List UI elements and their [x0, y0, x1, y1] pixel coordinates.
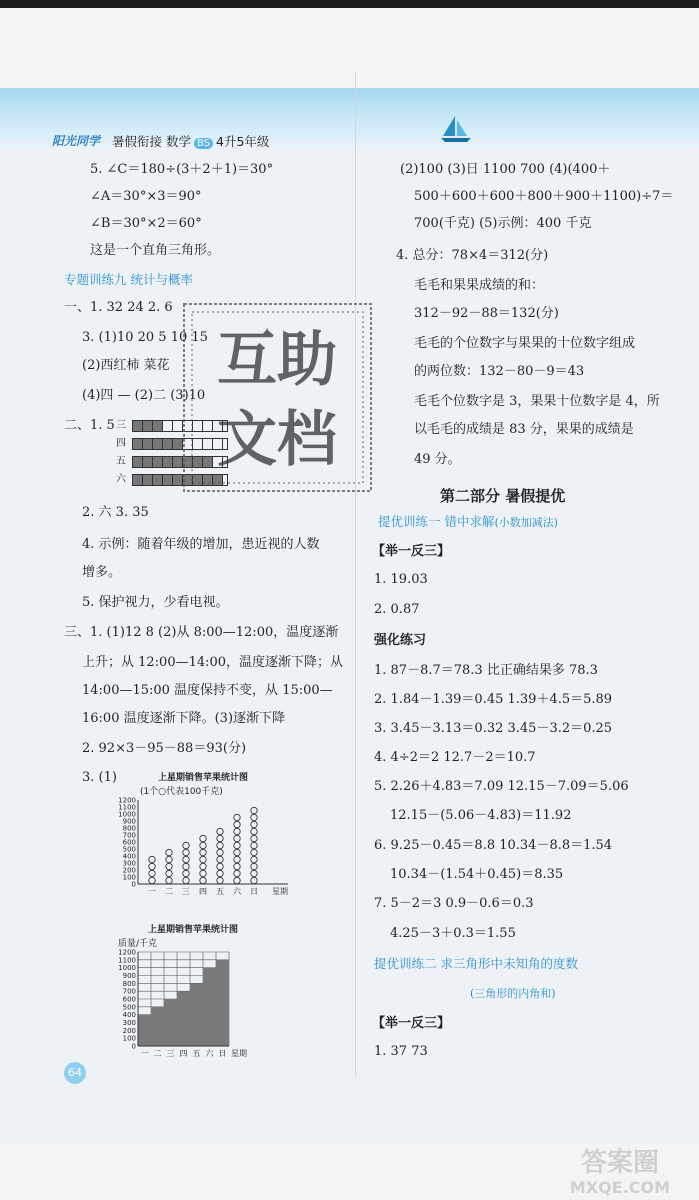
answer-line: 1. 37 73	[374, 1044, 428, 1059]
answer-line: 毛毛和果果成绩的和：	[414, 278, 545, 293]
answer-line: 5. 2.26＋4.83＝7.09 12.15－7.09＝5.06	[374, 779, 629, 794]
answer-line: 49 分。	[414, 452, 461, 467]
answer-line: 增多。	[82, 565, 122, 580]
answer-line: 这是一个直角三角形。	[90, 243, 221, 258]
chart2-title: 上星期销售苹果统计图	[148, 925, 239, 935]
answer-line: 12.15－(5.06－4.83)＝11.92	[390, 808, 572, 823]
chart1-title: 上星期销售苹果统计图	[158, 773, 249, 783]
top-bar	[0, 0, 699, 8]
bar	[164, 999, 177, 1046]
pictograph-circle	[183, 863, 189, 869]
pictograph-circle	[234, 870, 240, 876]
answer-line: 4. 总分：78×4＝312(分)	[396, 248, 549, 263]
pictograph-circle	[234, 835, 240, 841]
answer-line: (2)100 (3)日 1100 700 (4)(400＋	[400, 162, 611, 177]
chart2-ylabel: 质量/千克	[118, 939, 158, 949]
pictograph-circle	[251, 828, 257, 834]
x-axis-label: 星期	[231, 1049, 247, 1058]
bar	[190, 983, 203, 1046]
pictograph-circle	[217, 863, 223, 869]
pictograph-circle	[166, 870, 172, 876]
bar	[203, 968, 216, 1046]
y-tick-label: 600	[122, 995, 136, 1004]
pictograph-circle	[183, 842, 189, 848]
pictograph-circle	[183, 849, 189, 855]
y-tick-label: 400	[122, 1011, 136, 1020]
pictograph-circle	[149, 856, 155, 862]
pictograph-circle	[200, 863, 206, 869]
answer-line: 6. 9.25－0.45＝8.8 10.34－8.8＝1.54	[374, 838, 613, 853]
y-tick-label: 700	[122, 831, 136, 840]
pictograph-circle	[251, 835, 257, 841]
bar	[177, 991, 190, 1046]
answer-line: 16:00 温度逐渐下降。(3)逐渐下降	[82, 711, 286, 726]
column-divider	[355, 72, 356, 1077]
y-tick-label: 300	[122, 859, 136, 868]
x-tick-label: 五	[216, 887, 224, 896]
subheading: 【举一反三】	[372, 1016, 451, 1031]
bar	[138, 1015, 151, 1046]
stamp-watermark	[180, 300, 375, 495]
y-tick-label: 300	[122, 1019, 136, 1027]
answer-line: 一、1. 32 24 2. 6	[64, 300, 173, 315]
pictograph-circle	[183, 877, 189, 883]
y-tick-label: 800	[122, 824, 136, 833]
bar-label: 三	[116, 420, 126, 431]
pictograph-circle	[166, 877, 172, 883]
y-tick-label: 800	[122, 979, 136, 988]
section-heading-text: 提优训练一 错中求解	[378, 514, 495, 529]
bar	[151, 1007, 164, 1046]
page-number: 64	[64, 1062, 86, 1084]
header-title	[112, 132, 269, 150]
pictograph-circle	[234, 821, 240, 827]
answer-line: 4.25－3＋0.3＝1.55	[390, 926, 516, 941]
answer-line: 上升；从 12:00—14:00，温度逐渐下降；从	[82, 655, 344, 670]
answer-line: (4)四 — (2)二 (3)10	[82, 388, 206, 403]
answer-line: 3. (1)10 20 5 10 15	[82, 330, 208, 345]
pictograph-circle	[251, 877, 257, 883]
bar-chart	[108, 948, 278, 1060]
x-tick-label: 一	[148, 887, 156, 896]
y-tick-label: 100	[122, 1034, 136, 1043]
y-tick-label: 900	[122, 972, 136, 980]
answer-line: ∠B＝30°×2＝60°	[90, 216, 202, 231]
pictograph-circle	[234, 849, 240, 855]
answer-line: 10.34－(1.54＋0.45)＝8.35	[390, 867, 564, 882]
answer-line: 3. 3.45－3.13＝0.32 3.45－3.2＝0.25	[374, 721, 613, 736]
section-subtitle: (三角形的内角和)	[470, 987, 556, 1000]
site-watermark	[545, 1143, 695, 1198]
series-name: 暑假衔接 数学	[112, 134, 191, 149]
subheading: 强化练习	[374, 633, 427, 648]
y-tick-label: 100	[122, 873, 136, 882]
answer-line: 毛毛个位数字是 3，果果十位数字是 4，所	[414, 394, 660, 409]
y-tick-label: 500	[122, 1003, 136, 1012]
y-tick-label: 500	[122, 845, 136, 854]
y-tick-label: 1100	[118, 803, 136, 812]
pictograph-circle	[234, 856, 240, 862]
x-tick-label: 六	[205, 1049, 214, 1058]
section-heading: 专题训练九 统计与概率	[64, 272, 193, 287]
pictograph-circle	[200, 870, 206, 876]
pictograph-circle	[166, 849, 172, 855]
pictograph-circle	[251, 856, 257, 862]
part-title: 第二部分 暑假提优	[440, 487, 566, 505]
answer-line: 2. 六 3. 35	[82, 505, 149, 520]
x-tick-label: 一	[140, 1049, 149, 1058]
pictograph-circle	[234, 842, 240, 848]
grade-label: 4升5年级	[216, 134, 270, 149]
y-tick-label: 1100	[118, 956, 136, 965]
pictograph-circle	[166, 856, 172, 862]
pictograph-circle	[183, 870, 189, 876]
answer-line: 二、1. 5	[64, 418, 115, 433]
pictograph-circle	[200, 842, 206, 848]
pictograph-circle	[234, 828, 240, 834]
answer-line: 5. 保护视力，少看电视。	[82, 595, 229, 610]
section-subtitle: (小数加减法)	[494, 516, 559, 529]
bar-label: 五	[116, 456, 126, 467]
pictograph-circle	[217, 856, 223, 862]
pictograph-circle	[183, 856, 189, 862]
pictograph-circle	[166, 863, 172, 869]
x-tick-label: 五	[192, 1049, 201, 1058]
pictograph-circle	[149, 877, 155, 883]
pictograph-circle	[200, 835, 206, 841]
pictograph-circle	[251, 849, 257, 855]
y-tick-label: 1200	[118, 948, 136, 957]
bs-badge: BS	[194, 138, 213, 149]
y-tick-label: 200	[122, 1026, 136, 1035]
pictograph-circle	[217, 828, 223, 834]
y-tick-label: 1000	[118, 964, 136, 973]
pictograph-circle	[251, 870, 257, 876]
pictograph-circle	[200, 877, 206, 883]
y-tick-label: 600	[122, 838, 136, 847]
bar-label: 六	[116, 474, 126, 485]
svg-text:互助: 互助	[217, 325, 337, 395]
answer-line: (2)西红柿 菜花	[82, 358, 170, 373]
pictograph-chart	[108, 796, 298, 896]
pictograph-circle	[217, 842, 223, 848]
brand-logo: 阳光同学	[52, 134, 101, 148]
y-tick-label: 900	[122, 817, 136, 826]
x-tick-label: 四	[199, 887, 207, 896]
pictograph-circle	[234, 877, 240, 883]
answer-line: 700(千克) (5)示例：400 千克	[414, 216, 592, 231]
sailboat-icon	[437, 114, 477, 144]
answer-line: 3. (1)	[82, 770, 117, 785]
answer-line: 以毛毛的成绩是 83 分，果果的成绩是	[414, 422, 634, 437]
x-axis-label: 星期	[272, 887, 288, 896]
pictograph-circle	[251, 807, 257, 813]
answer-line: 2. 1.84－1.39＝0.45 1.39＋4.5＝5.89	[374, 692, 613, 707]
bar	[216, 960, 229, 1046]
y-tick-label: 1200	[118, 796, 136, 805]
pictograph-circle	[251, 821, 257, 827]
answer-line: 1. 19.03	[374, 572, 428, 587]
y-tick-label: 1000	[118, 810, 136, 819]
x-tick-label: 三	[182, 887, 190, 896]
pictograph-circle	[234, 863, 240, 869]
y-tick-label: 0	[131, 1042, 136, 1051]
bar-label: 四	[116, 438, 126, 449]
answer-line: 5. ∠C＝180÷(3＋2＋1)＝30°	[90, 162, 274, 177]
answer-line: 1. 87－8.7＝78.3 比正确结果多 78.3	[374, 663, 598, 678]
answer-line: 7. 5－2＝3 0.9－0.6＝0.3	[374, 896, 534, 911]
x-tick-label: 六	[233, 887, 241, 896]
answer-line: ∠A＝30°×3＝90°	[90, 189, 202, 204]
answer-line: 4. 示例：随着年级的增加，患近视的人数	[82, 537, 320, 552]
answer-line: 500＋600＋600＋800＋900＋1100)÷7＝	[414, 189, 674, 204]
y-tick-label: 700	[122, 987, 136, 996]
pictograph-circle	[234, 814, 240, 820]
answer-line: 三、1. (1)12 8 (2)从 8:00—12:00，温度逐渐	[64, 625, 339, 640]
x-tick-label: 二	[153, 1049, 162, 1058]
subheading: 【举一反三】	[372, 544, 451, 559]
answer-line: 14:00—15:00 温度保持不变，从 15:00—	[82, 683, 333, 698]
section-heading	[378, 514, 558, 531]
answer-line: 的两位数：132－80－9＝43	[414, 364, 585, 379]
svg-text:MXQE.COM: MXQE.COM	[569, 1178, 671, 1197]
y-tick-label: 400	[122, 852, 136, 861]
pictograph-circle	[200, 849, 206, 855]
x-tick-label: 三	[166, 1049, 175, 1058]
pictograph-circle	[251, 814, 257, 820]
svg-text:文档: 文档	[217, 405, 337, 475]
x-tick-label: 日	[250, 887, 258, 896]
x-tick-label: 二	[165, 887, 173, 896]
answer-line: 4. 4÷2＝2 12.7－2＝10.7	[374, 750, 536, 765]
answer-line: 312－92－88＝132(分)	[414, 306, 559, 321]
y-tick-label: 0	[131, 880, 136, 889]
pictograph-circle	[149, 870, 155, 876]
pictograph-circle	[251, 842, 257, 848]
pictograph-circle	[149, 863, 155, 869]
pictograph-circle	[217, 849, 223, 855]
pictograph-circle	[251, 863, 257, 869]
x-tick-label: 日	[218, 1049, 227, 1058]
answer-line: 2. 92×3－95－88＝93(分)	[82, 741, 247, 756]
pictograph-circle	[217, 877, 223, 883]
section-heading: 提优训练二 求三角形中未知角的度数	[374, 956, 578, 971]
pictograph-circle	[217, 870, 223, 876]
svg-text:答案圈: 答案圈	[580, 1148, 660, 1178]
y-tick-label: 200	[122, 866, 136, 875]
pictograph-circle	[217, 835, 223, 841]
answer-line: 毛毛的个位数字与果果的十位数字组成	[414, 336, 636, 351]
chart1-subtitle: (1个○代表100千克)	[140, 787, 223, 797]
x-tick-label: 四	[179, 1049, 188, 1058]
page-header	[0, 88, 699, 150]
pictograph-circle	[200, 856, 206, 862]
answer-line: 2. 0.87	[374, 602, 420, 617]
